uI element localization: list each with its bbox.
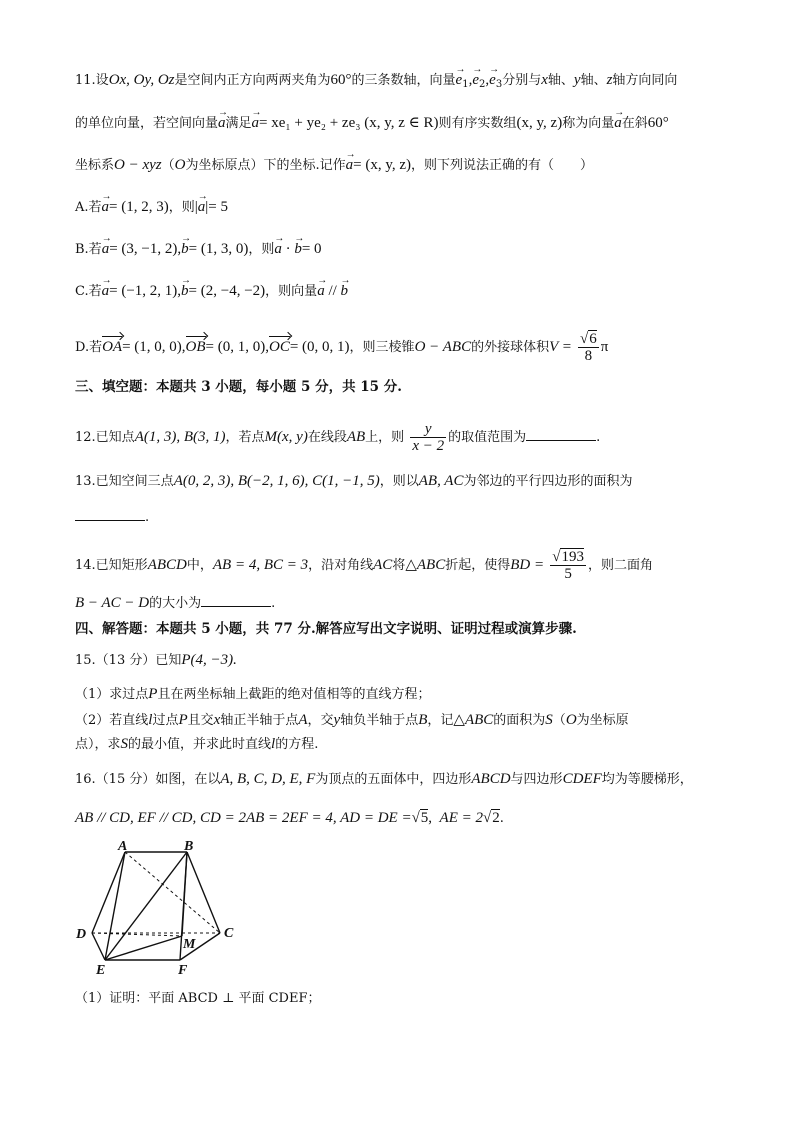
q12: 12.已知点A(1, 3), B(3, 1)，若点M(x, y)在线段AB上，则 $\frac{y}{x - 2}$ 的取值范围为 .	[75, 421, 601, 454]
q13-answer-blank	[75, 520, 145, 521]
q15-part2: （2）若直线l过点P且交x轴正半轴于点A，交y轴负半轴于点B，记△ABC的面积为S（O为坐标原	[75, 712, 629, 728]
section-3-heading: 三、填空题：本题共 3 小题，每小题 5 分，共 15 分.	[75, 379, 402, 395]
q13: 13.已知空间三点A(0, 2, 3), B(−2, 1, 6), C(1, −1, 5)，则以AB, AC为邻边的平行四边形的面积为	[75, 473, 633, 489]
q15-part1: （1）求过点P且在两坐标轴上截距的绝对值相等的直线方程；	[75, 686, 431, 702]
label-b: B	[184, 839, 194, 854]
q16-part1: （1）证明：平面 ABCD ⊥ 平面 CDEF；	[75, 991, 321, 1006]
label-a: A	[118, 839, 128, 854]
edge-ae	[105, 852, 125, 960]
label-f: F	[178, 963, 188, 978]
label-d: D	[76, 927, 87, 942]
edge-bc	[187, 852, 220, 933]
q11-line1: 11.设Ox, Oy, Oz是空间内正方向两两夹角为60°的三条数轴，向量→ $e_1,\to e_2,\to e_3$分别与x轴、y轴、z轴方向同向	[75, 70, 734, 95]
q14-line2: B − AC − D的大小为 .	[75, 595, 276, 611]
q11-line3: 坐标系O − xyz（O为坐标原点）下的坐标.记作→ a= (x, y, z)，则下列说法正确的有（ ）	[75, 155, 734, 176]
segment-em	[105, 936, 182, 960]
diag-ac-hidden	[125, 852, 220, 933]
segment-bm	[182, 852, 187, 936]
q11-option-b: B.若→ a= (3, −1, 2),→ b= (1, 3, 0)，则→ a · → b= 0	[75, 239, 734, 260]
q15-part2-cont: 点），求S的最小值，并求此时直线l的方程.	[75, 736, 319, 752]
q11-option-d: D.若OA= (1, 0, 0),OB= (0, 1, 0),OC= (0, 0, 1)，则三棱锥O − ABC的外接球体积V = $\frac{√6}{8}$ π	[75, 331, 609, 364]
q11-option-a: A.若→ a= (1, 2, 3)，则|→ a|= 5	[75, 197, 734, 218]
label-e: E	[96, 963, 106, 978]
edge-ad	[92, 852, 125, 933]
q11-option-c: C.若→ a= (−1, 2, 1),→ b= (2, −4, −2)，则向量→ a // → b	[75, 281, 734, 302]
figure-solid-edges	[92, 852, 220, 960]
edge-de	[92, 933, 105, 960]
q15-head: 15.（13 分）已知P(4, −3).	[75, 652, 237, 668]
q11-line2: 的单位向量，若空间向量→ a满足→ a= xe₁ + ye₂ + ze₃ (x, y, z ∈ R)则有序实数组(x, y, z)称为向量→ a在斜60°	[75, 113, 734, 134]
q14: 14.已知矩形ABCD中，AB = 4, BC = 3，沿对角线AC将△ABC折起，使得BD = $\frac{√193}{5}$ ，则二面角	[75, 549, 653, 582]
label-m: M	[183, 937, 196, 952]
section-4-heading: 四、解答题：本题共 5 小题，共 77 分.解答应写出文字说明、证明过程或演算步骤.	[75, 621, 577, 637]
label-c: C	[224, 926, 234, 941]
q16-head: 16.（15 分）如图，在以A, B, C, D, E, F为顶点的五面体中，四边形ABCD与四边形CDEF均为等腰梯形，	[75, 771, 693, 787]
pentahedron-figure	[70, 838, 250, 978]
q13-answer-line: .	[75, 508, 734, 528]
q14-answer-blank	[201, 606, 271, 607]
edge-be	[105, 852, 187, 960]
q16-conditions: AB // CD, EF // CD, CD = 2AB = 2EF = 4, AD = DE =√5, AE = 2√2.	[75, 810, 504, 826]
q12-answer-blank	[526, 440, 596, 441]
